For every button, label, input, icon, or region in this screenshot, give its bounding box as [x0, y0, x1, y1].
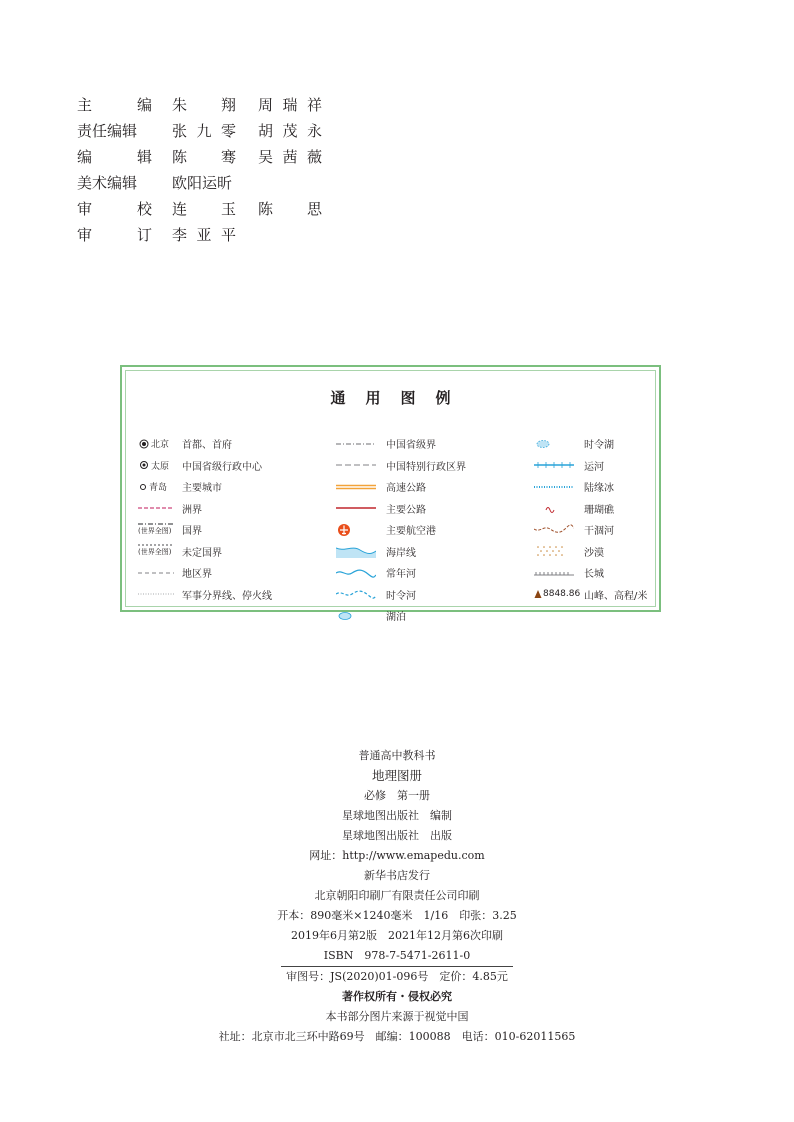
- river-icon: [336, 566, 386, 580]
- credit-role-text: 校: [136, 200, 152, 218]
- credit-role-text: 辑: [136, 148, 152, 166]
- legend-label: 未定国界: [182, 547, 222, 559]
- undetermined-boundary-icon: [138, 542, 182, 560]
- credit-role: [77, 118, 152, 144]
- legend-item: [336, 476, 466, 498]
- legend-column-3: [534, 433, 647, 605]
- credit-names: [172, 92, 344, 118]
- format-line: 开本：890毫米×1240毫米 1/16 印张：3.25: [277, 909, 517, 922]
- legend-item: [138, 433, 272, 455]
- legend-item: [336, 562, 466, 584]
- credit-role: [77, 170, 152, 196]
- capital-icon: [138, 437, 182, 451]
- colophon: [0, 746, 794, 1047]
- person-name-char: 亚: [196, 226, 212, 244]
- credit-names: [172, 118, 344, 144]
- volume: 必修 第一册: [364, 789, 430, 802]
- publisher-line: 星球地图出版社 出版: [342, 829, 452, 842]
- legend-item: [138, 519, 272, 541]
- credit-role: [77, 92, 152, 118]
- credit-role: [77, 144, 152, 170]
- person-name: [172, 92, 236, 118]
- legend-item: [138, 498, 272, 520]
- credit-role: [77, 196, 152, 222]
- editor-line: 星球地图出版社 编制: [342, 809, 452, 822]
- legend-item: [336, 498, 466, 520]
- seasonal-river-icon: [336, 587, 386, 601]
- person-name-char: 九: [196, 122, 212, 140]
- person-name-char: 平: [220, 226, 236, 244]
- legend-item: [534, 476, 647, 498]
- person-name-char: 连: [172, 200, 188, 218]
- person-name: [258, 92, 322, 118]
- edition-line: 2019年6月第2版 2021年12月第6次印刷: [291, 929, 503, 942]
- legend-label: 时令河: [386, 590, 416, 602]
- person-name-char: 周: [258, 96, 274, 114]
- credit-role-text: 审: [77, 226, 93, 244]
- legend-item: [138, 584, 272, 606]
- person-name: [172, 144, 236, 170]
- legend-label: 山峰、高程/米: [584, 590, 648, 602]
- person-name-char: 欧阳运昕: [172, 174, 233, 192]
- person-name-char: 张: [172, 122, 188, 140]
- military-line-icon: [138, 587, 182, 601]
- person-name-char: 陈: [172, 148, 188, 166]
- legend-label: 湖泊: [386, 612, 406, 624]
- legend-label: 沙漠: [584, 547, 604, 559]
- continent-boundary-icon: [138, 501, 182, 515]
- credit-names: [172, 144, 344, 170]
- person-name-char: 李: [172, 226, 188, 244]
- legend-label: 干涸河: [584, 526, 614, 538]
- legend-item: [336, 584, 466, 606]
- person-name-char: 思: [306, 200, 322, 218]
- website-line: 网址：http://www.emapedu.com: [309, 849, 485, 862]
- credit-names: [172, 222, 258, 248]
- legend-item: [534, 562, 647, 584]
- legend-item: [534, 433, 647, 455]
- legend-label: 高速公路: [386, 483, 426, 495]
- dry-river-icon: [534, 523, 584, 537]
- legend-item: [336, 519, 466, 541]
- legend-item: [534, 498, 647, 520]
- legend-label: 陆缘冰: [584, 483, 614, 495]
- legend-item: [336, 455, 466, 477]
- series-name: 普通高中教科书: [358, 749, 436, 762]
- legend-item: [138, 541, 272, 563]
- credit-role: [77, 222, 152, 248]
- person-name: [258, 118, 322, 144]
- credit-role-text: 编: [77, 148, 93, 166]
- legend-symbol-text: (世界全图): [138, 526, 172, 535]
- credit-role-text: 审: [77, 200, 93, 218]
- map-approval-line: 审图号：JS(2020)01-096号 定价：4.85元: [286, 970, 508, 983]
- copyright-line: 著作权所有・侵权必究: [342, 990, 452, 1003]
- credit-role-text: 订: [136, 226, 152, 244]
- legend-label: 海岸线: [386, 547, 416, 559]
- printer-line: 北京朝阳印刷厂有限责任公司印刷: [314, 889, 480, 902]
- legend-symbol-text: 太原: [151, 461, 170, 472]
- person-name-char: 祥: [306, 96, 322, 114]
- expressway-icon: [336, 480, 386, 494]
- credit-names: [172, 170, 236, 196]
- person-name-char: 零: [220, 122, 236, 140]
- legend-frame: [125, 370, 656, 624]
- legend-label: 珊瑚礁: [584, 504, 614, 516]
- person-name-char: 茂: [282, 122, 298, 140]
- image-source-line: 本书部分图片来源于视觉中国: [325, 1010, 469, 1023]
- canal-icon: [534, 458, 584, 472]
- person-name-char: 永: [306, 122, 322, 140]
- national-boundary-icon: [138, 521, 182, 539]
- legend-label: 主要城市: [182, 483, 222, 495]
- person-name: [172, 118, 236, 144]
- city-icon: [138, 480, 182, 494]
- credit-role-text: 美术编辑: [77, 174, 138, 192]
- legend-label: 国界: [182, 526, 202, 538]
- credit-names: [172, 196, 344, 222]
- legend-title: 通用图例: [330, 389, 471, 407]
- legend-label: 中国省级行政中心: [182, 461, 262, 473]
- legend-label: 主要航空港: [386, 526, 436, 538]
- land-ice-icon: [534, 480, 584, 494]
- coral-reef-icon: [534, 501, 584, 515]
- provincial-boundary-icon: [336, 437, 386, 451]
- isbn-line: ISBN 978-7-5471-2611-0: [323, 949, 471, 962]
- map-legend: [120, 365, 661, 624]
- provincial-center-icon: [138, 458, 182, 472]
- legend-label: 地区界: [182, 569, 212, 581]
- legend-label: 长城: [584, 569, 604, 581]
- legend-label: 运河: [584, 461, 604, 473]
- credit-role-text: 责任编辑: [77, 122, 138, 140]
- legend-label: 主要公路: [386, 504, 426, 516]
- legend-item: [534, 455, 647, 477]
- legend-label: 首都、首府: [182, 440, 232, 452]
- legend-column-1: [138, 433, 272, 605]
- credit-role-text: 编: [136, 96, 152, 114]
- desert-icon: [534, 544, 584, 558]
- person-name-char: 薇: [306, 148, 322, 166]
- highway-icon: [336, 501, 386, 515]
- address-line: 社址：北京市北三环中路69号 邮编：100088 电话：010-62011565: [218, 1030, 576, 1043]
- legend-symbol-text: 北京: [151, 440, 170, 451]
- person-name: [172, 196, 236, 222]
- person-name-char: 陈: [258, 200, 274, 218]
- airport-icon: [336, 523, 386, 537]
- peak-icon: [534, 587, 584, 601]
- legend-symbol-text: (世界全图): [138, 548, 172, 557]
- legend-item: [138, 476, 272, 498]
- legend-label: 中国省级界: [386, 440, 436, 452]
- person-name: [172, 170, 236, 196]
- legend-label: 军事分界线、停火线: [182, 590, 272, 602]
- great-wall-icon: [534, 566, 584, 580]
- legend-item: [138, 562, 272, 584]
- person-name-char: 玉: [220, 200, 236, 218]
- legend-label: 中国特别行政区界: [386, 461, 466, 473]
- legend-label: 常年河: [386, 569, 416, 581]
- person-name: [258, 196, 322, 222]
- coastline-icon: [336, 544, 386, 558]
- lake-icon: [336, 609, 386, 623]
- person-name-char: 吴: [258, 148, 274, 166]
- legend-label: 时令湖: [584, 440, 614, 452]
- legend-item: [534, 584, 647, 606]
- special-region-boundary-icon: [336, 458, 386, 472]
- credit-role-text: 主: [77, 96, 93, 114]
- legend-item: [336, 541, 466, 563]
- legend-symbol-text: 青岛: [149, 483, 168, 494]
- person-name: [258, 144, 322, 170]
- legend-item: [534, 519, 647, 541]
- person-name-char: 胡: [258, 122, 274, 140]
- legend-item: [336, 605, 466, 627]
- legend-item: [534, 541, 647, 563]
- person-name-char: 朱: [172, 96, 188, 114]
- person-name-char: 翔: [220, 96, 236, 114]
- legend-item: [138, 455, 272, 477]
- legend-label: 洲界: [182, 504, 202, 516]
- person-name: [172, 222, 236, 248]
- legend-item: [336, 433, 466, 455]
- seasonal-lake-icon: [534, 437, 584, 451]
- legend-symbol-text: 8848.86: [543, 589, 581, 600]
- person-name-char: 茜: [282, 148, 298, 166]
- book-title: 地理图册: [371, 768, 422, 783]
- person-name-char: 骞: [220, 148, 236, 166]
- distributor-line: 新华书店发行: [364, 869, 430, 882]
- region-boundary-icon: [138, 566, 182, 580]
- person-name-char: 瑞: [282, 96, 298, 114]
- legend-column-2: [336, 433, 466, 627]
